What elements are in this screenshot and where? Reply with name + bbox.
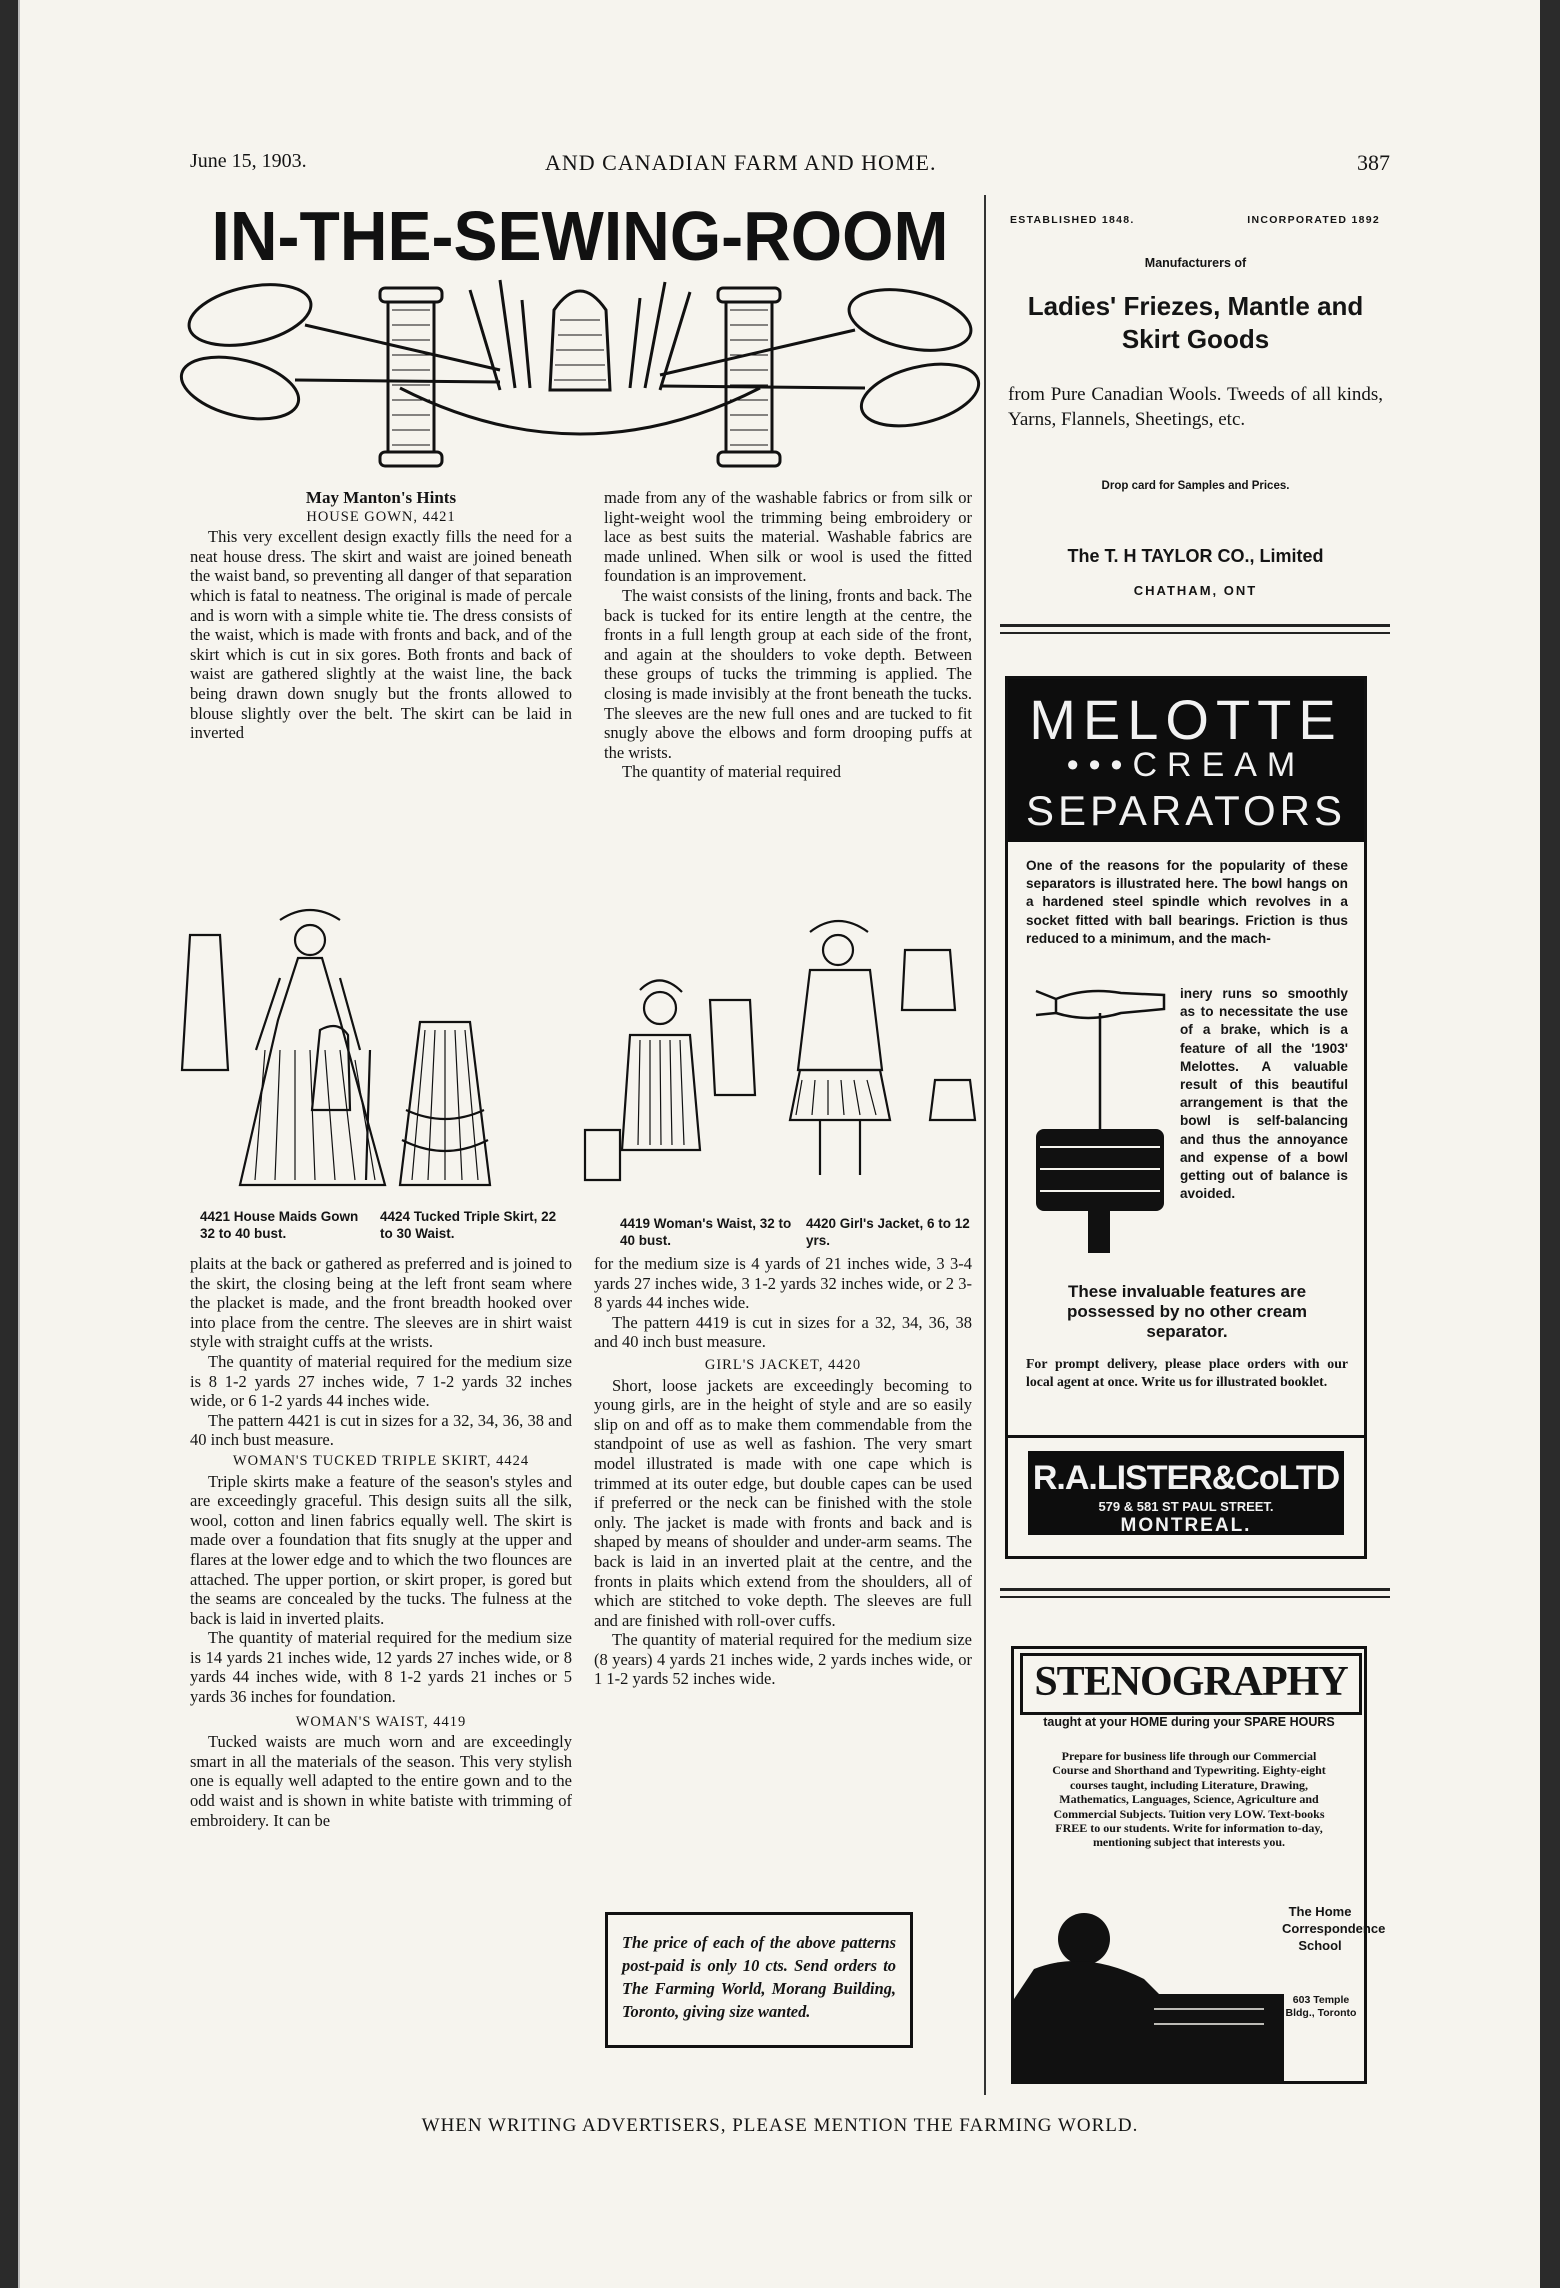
article-heading: May Manton's Hints <box>305 488 457 507</box>
school-name: The Home Correspondence School <box>1282 1904 1386 1953</box>
sewing-room-banner <box>170 190 990 490</box>
stenography-description: Prepare for business life through our Commercial Course and Shorthand and Typewriting. Eighty-eight courses taught, including Literature, Drawing, Mathematics, Languages, Science, Agriculture and Commercial Subjects. Tuition very LOW. Text-books FREE to our students. Write for information to-day, mentioning subject that interests you. <box>1052 1749 1326 1850</box>
paragraph: Short, loose jackets are exceedingly becoming to young girls, are in the height of style and are so easily slip on and off as to make them commendable from the standpoint of use as well as fashion. The very smart model illustrated is made with one cape which is trimmed at its outer edge, but double capes can be used if preferred or the neck can be finished with the stole only. The jacket is made with fronts and back and is shaped by means of shoulder and under-arm seams. The back is laid in an inverted plait at the centre, and the fronts in plaits which extend from the shoulders, all of which are stitched to voke depth. The sleeves are full and are finished with roll-over cuffs. <box>594 1375 972 1630</box>
pattern-price-text: The price of each of the above patterns post-paid is only 10 cts. Send orders to The Farming World, Morang Building, Toronto, giving size wanted. <box>622 1933 896 2021</box>
page-number: 387 <box>1357 150 1390 175</box>
article-col1-bottom <box>190 1254 572 1830</box>
melotte-description: One of the reasons for the popularity of these separators is illustrated here. The bowl hangs on a hardened steel spindle which revolves in a socket fitted with ball bearings. Friction is thus reduced to a minimum, and the mach- <box>1026 858 1348 946</box>
subheading-womans-waist: WOMAN'S WAIST, 4419 <box>295 1713 467 1730</box>
taylor-advert <box>998 210 1393 610</box>
paragraph: for the medium size is 4 yards of 21 inches wide, 3 3-4 yards 27 inches wide, 3 1-2 yards 32 inches wide, or 2 3-8 yards 44 inches wide. <box>594 1254 972 1313</box>
paragraph: The quantity of material required for the medium size is 14 yards 21 inches wide, 12 yards 27 inches wide, or 8 yards 44 inches wide, with 8 1-2 yards 21 inches or 5 yards 36 inches for foundation. <box>190 1628 572 1707</box>
subheading-house-gown: HOUSE GOWN, 4421 <box>306 508 456 525</box>
stenography-title-box <box>1020 1653 1362 1715</box>
issue-date: June 15, 1903. <box>190 150 307 172</box>
paragraph: The quantity of material required for the medium size is 8 1-2 yards 27 inches wide, 7 1-2 yards 32 inches wide, or 6 1-2 yards 44 inches wide. <box>190 1351 572 1411</box>
paragraph: plaits at the back or gathered as preferred and is joined to the skirt, the closing being at the left front seam where the placket is made, and the front breadth hooked over into place from the centre. The sleeves are in shirt waist style with straight cuffs at the wrists. <box>190 1254 572 1352</box>
pattern-price-box <box>605 1912 913 2048</box>
column-rule <box>984 195 986 2095</box>
stenography-title: STENOGRAPHY <box>1034 1659 1348 1705</box>
paragraph: This very excellent design exactly fills the need for a neat house dress. The skirt and waist are joined beneath the waist band, so preventing all danger of that separation which is fatal to neatness. The original is made of percale and is worn with a simple white tie. The dress consists of the waist, which is made with fronts and back, and of the skirt which is cut in six gores. Both fronts and back of waist are gathered slightly at the waist line, the back being drawn down snugly but the fronts allowed to blouse slightly over the belt. The skirt can be laid in inverted <box>190 527 572 743</box>
caption-4421: 4421 House Maids Gown 32 to 40 bust. <box>200 1209 359 1241</box>
paragraph: The pattern 4421 is cut in sizes for a 32, 34, 36, 38 and 40 inch bust measure. <box>190 1410 572 1450</box>
magazine-page <box>18 0 1540 2288</box>
ad-divider <box>1000 1596 1390 1598</box>
melotte-claim: These invaluable features are possessed by no other cream separator. <box>1067 1282 1307 1341</box>
manufacturers-label: Manufacturers of <box>1144 256 1247 270</box>
advertiser-footer: WHEN WRITING ADVERTISERS, PLEASE MENTION THE FARMING WORLD. <box>421 2115 1139 2136</box>
ad-divider <box>1000 1588 1390 1591</box>
publication-title: AND CANADIAN FARM AND HOME. <box>545 150 937 175</box>
melotte-title: MELOTTE <box>1029 688 1343 751</box>
wools-text: from Pure Canadian Wools. Tweeds of all kinds, Yarns, Flannels, Sheetings, etc. <box>1008 384 1383 430</box>
fashion-illustrations <box>170 900 980 1210</box>
ad-divider <box>1008 1435 1364 1438</box>
samples-note: Drop card for Samples and Prices. <box>1101 480 1290 492</box>
cream-title: •••CREAM <box>1066 746 1306 784</box>
lister-name: R.A.LISTER&CoLTD <box>1032 1459 1340 1497</box>
melotte-advert <box>1005 676 1367 1559</box>
article-col2-bottom <box>594 1254 972 1689</box>
ad-divider <box>1000 632 1390 634</box>
melotte-description-cont: inery runs so smoothly as to necessitate the use of a brake, which is a feature of all the '1903' Melottes. A valuable result of this beautiful arrangement is that the bowl is self-balancing and thus the annoyance and expense of a bowl getting out of balance is avoided. <box>1180 986 1348 1202</box>
goods-heading: Ladies' Friezes, Mantle and Skirt Goods <box>1027 291 1364 354</box>
paragraph: The quantity of material required for the medium size (8 years) 4 yards 21 inches wide, 2 yards inches wide, or 1 1-2 yards 52 inches wide. <box>594 1630 972 1689</box>
incorporated-year: INCORPORATED 1892 <box>1247 214 1380 226</box>
paragraph: The quantity of material required <box>622 762 841 782</box>
paragraph: made from any of the washable fabrics or from silk or light-weight wool the trimming being embroidery or lace as best suits the material. Washable fabrics are made unlined. When silk or wool is used the fitted foundation is an improvement. <box>604 488 972 586</box>
paragraph: The pattern 4419 is cut in sizes for a 32, 34, 36, 38 and 40 inch bust measure. <box>594 1312 972 1352</box>
company-city: CHATHAM, ONT <box>1133 583 1258 598</box>
running-header <box>190 150 1390 190</box>
stenography-subtitle: taught at your HOME during your SPARE HOURS <box>1043 1715 1335 1729</box>
scissors-spools-illustration <box>170 270 990 485</box>
melotte-title-block <box>1008 679 1364 842</box>
paragraph: The waist consists of the lining, fronts and back. The back is tucked for its entire length at the centre, the fronts in a full length group at each side of the front, and again at the shoulders to voke depth. Between these groups of tucks the trimming is applied. The closing is made invisibly at the front beneath the tucks. The sleeves are the new full ones and are tucked to fit snugly above the elbows and form drooping puffs at the wrists. <box>604 585 972 762</box>
lister-block <box>1028 1451 1344 1535</box>
student-silhouette-illustration <box>1014 1899 1284 2081</box>
article-col2-top <box>604 488 972 782</box>
company-name: The T. H TAYLOR CO., Limited <box>1067 546 1324 566</box>
banner-title: IN-THE-SEWING-ROOM <box>211 197 949 275</box>
caption-4420: 4420 Girl's Jacket, 6 to 12 yrs. <box>806 1216 970 1248</box>
lister-address: 579 & 581 ST PAUL STREET. <box>1098 1499 1274 1514</box>
established-line <box>1010 214 1380 226</box>
article-col1-top <box>190 488 572 743</box>
subheading-triple-skirt: WOMAN'S TUCKED TRIPLE SKIRT, 4424 <box>232 1452 530 1469</box>
paragraph: Triple skirts make a feature of the season's styles and are exceedingly graceful. This design suits all the silk, wool, cotton and linen fabrics equally well. The skirt is made over a foundation that fits snugly at the upper and flares at the lower edge and to which the two flounces are attached. The upper portion, or skirt proper, is gored but the seams are concealed by the tucks. The fulness at the back is laid in inverted plaits. <box>190 1471 572 1628</box>
caption-4419: 4419 Woman's Waist, 32 to 40 bust. <box>620 1216 792 1248</box>
established-year: ESTABLISHED 1848. <box>1010 214 1135 226</box>
subheading-girls-jacket: GIRL'S JACKET, 4420 <box>704 1356 862 1373</box>
paragraph: Tucked waists are much worn and are exceedingly smart in all the materials of the season. This very stylish one is equally well adapted to the entire gown and to the odd waist and is shown in white batiste with trimming of embroidery. It can be <box>190 1732 572 1830</box>
ad-divider <box>1000 624 1390 627</box>
school-address: 603 Temple Bldg., Toronto <box>1285 1994 1357 2019</box>
melotte-order-note: For prompt delivery, please place orders with our local agent at once. Write us for illustrated booklet. <box>1026 1356 1348 1389</box>
separators-title: SEPARATORS <box>1025 787 1347 834</box>
lister-city: MONTREAL. <box>1120 1515 1252 1536</box>
caption-4424: 4424 Tucked Triple Skirt, 22 to 30 Waist. <box>380 1209 557 1241</box>
stenography-advert <box>1011 1646 1386 2084</box>
bowl-spindle-illustration <box>1026 979 1176 1264</box>
